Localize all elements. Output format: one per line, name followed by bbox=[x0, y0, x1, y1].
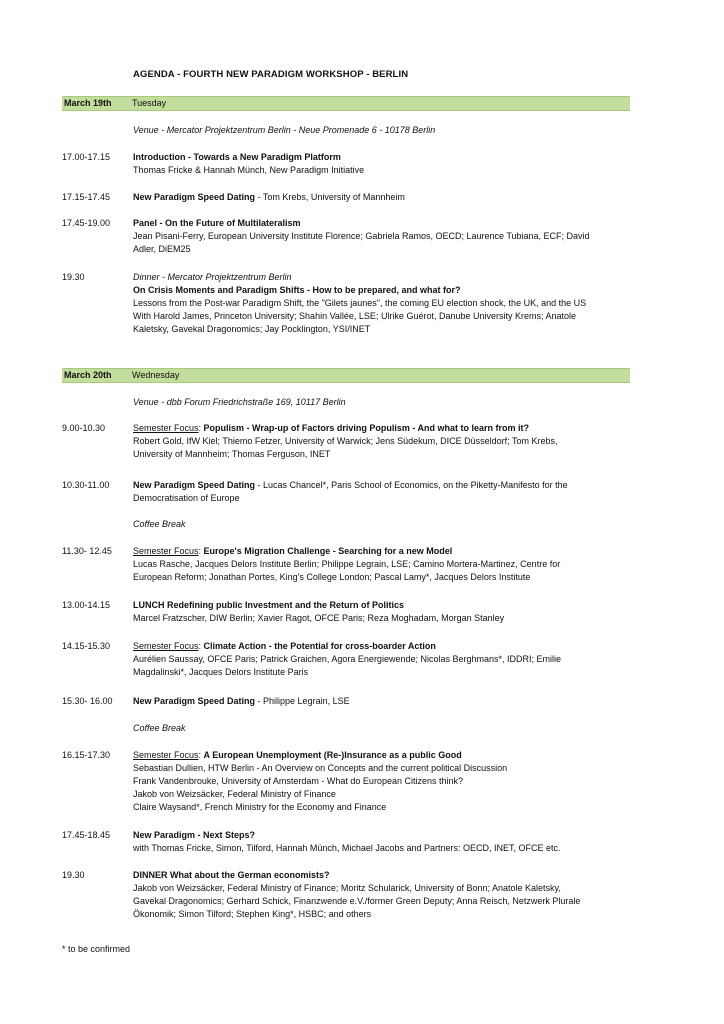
item-speakers-cont: Democratisation of Europe bbox=[133, 493, 240, 503]
item-title: Europe's Migration Challenge - Searching for a new Model bbox=[203, 546, 453, 556]
item-speakers: Lucas Rasche, Jacques Delors Institute Berlin; Philippe Legrain, LSE; Camino Mortera-Martinez, Centre for bbox=[133, 559, 561, 569]
day-date: March 20th bbox=[64, 370, 112, 380]
item-title: On Crisis Moments and Paradigm Shifts - How to be prepared, and what for? bbox=[133, 285, 461, 295]
item-speakers-cont: University of Mannheim; Thomas Ferguson, INET bbox=[133, 449, 331, 459]
item-speakers-cont: European Reform; Jonathan Portes, King's College London; Pascal Lamy*, Jacques Delors Institute bbox=[133, 572, 531, 582]
day-date: March 19th bbox=[64, 98, 112, 108]
item-speakers: With Harold James, Princeton University; Shahin Vallée, LSE; Ulrike Guérot, Danube University Krems; Anatole bbox=[133, 311, 577, 321]
item-time: 19.30 bbox=[62, 870, 85, 880]
item-speaker: Frank Vandenbrouke, University of Amsterdam - What do European Citizens think? bbox=[133, 776, 463, 786]
item-speakers: Jakob von Weizsäcker, Federal Ministry of Finance; Moritz Schularick, University of Bonn; Anatole Kaletsky, bbox=[133, 883, 561, 893]
day-header-march-20 bbox=[62, 368, 630, 383]
item-time: 19.30 bbox=[62, 272, 85, 282]
item-speaker: Claire Waysand*, French Ministry for the Economy and Finance bbox=[133, 802, 387, 812]
venue-day1: Venue - Mercator Projektzentrum Berlin - Neue Promenade 6 - 10178 Berlin bbox=[133, 125, 436, 135]
venue-day2: Venue - dbb Forum Friedrichstraße 169, 10117 Berlin bbox=[133, 397, 346, 407]
item-title: New Paradigm Speed Dating bbox=[133, 192, 256, 202]
item-focus-label: Semester Focus bbox=[133, 423, 199, 433]
item-speakers-cont: Kaletsky, Gavekal Dragonomics; Jay Pocklington, YSI/INET bbox=[133, 324, 371, 334]
item-focus-label: Semester Focus bbox=[133, 750, 199, 760]
day-weekday: Tuesday bbox=[132, 98, 167, 108]
item-title: A European Unemployment (Re-)Insurance as a public Good bbox=[203, 750, 462, 760]
item-speakers-cont: Magdalinski*, Jacques Delors Institute Paris bbox=[133, 667, 309, 677]
item-speakers: Marcel Fratzscher, DIW Berlin; Xavier Ragot, OFCE Paris; Reza Moghadam, Morgan Stanley bbox=[133, 613, 505, 623]
item-speaker: Jakob von Weizsäcker, Federal Ministry of Finance bbox=[133, 789, 336, 799]
coffee-break: Coffee Break bbox=[133, 723, 186, 733]
day-header-march-19 bbox=[62, 96, 630, 111]
item-time: 17.45-19.00 bbox=[62, 218, 111, 228]
item-speakers: - Lucas Chancel*, Paris School of Economics, on the Piketty-Manifesto for the bbox=[255, 480, 568, 490]
item-time: 16.15-17.30 bbox=[62, 750, 111, 760]
item-title: New Paradigm Speed Dating bbox=[133, 480, 256, 490]
item-time: 15.30- 16.00 bbox=[62, 696, 113, 706]
item-speakers: Thomas Fricke & Hannah Münch, New Paradigm Initiative bbox=[133, 165, 365, 175]
item-title: Populism - Wrap-up of Factors driving Populism - And what to learn from it? bbox=[203, 423, 530, 433]
item-speakers-cont: Adler, DiEM25 bbox=[133, 244, 191, 254]
item-location: Dinner - Mercator Projektzentrum Berlin bbox=[133, 272, 292, 282]
item-speakers: with Thomas Fricke, Simon, Tilford, Hannah Münch, Michael Jacobs and Partners: OECD, INET, OFCE etc. bbox=[133, 843, 561, 853]
item-speaker: Sebastian Dullien, HTW Berlin - An Overview on Concepts and the current political Discussion bbox=[133, 763, 508, 773]
item-title: New Paradigm - Next Steps? bbox=[133, 830, 256, 840]
item-speakers-cont: Ökonomik; Simon Tilford; Stephen King*, HSBC; and others bbox=[133, 909, 372, 919]
item-title: Introduction - Towards a New Paradigm Platform bbox=[133, 152, 341, 162]
item-speakers: - Philippe Legrain, LSE bbox=[255, 696, 350, 706]
item-focus-label: Semester Focus bbox=[133, 641, 199, 651]
item-speakers: Robert Gold, IfW Kiel; Thiemo Fetzer, University of Warwick; Jens Südekum, DICE Düsseldorf; Tom Krebs, bbox=[133, 436, 558, 446]
item-title: Climate Action - the Potential for cross-boarder Action bbox=[203, 641, 436, 651]
coffee-break: Coffee Break bbox=[133, 519, 186, 529]
item-title: Panel - On the Future of Multilateralism bbox=[133, 218, 301, 228]
item-speakers: Aurélien Saussay, OFCE Paris; Patrick Graichen, Agora Energiewende; Nicolas Berghmans*, IDDRI; Emilie bbox=[133, 654, 562, 664]
item-description: Lessons from the Post-war Paradigm Shift, the "Gilets jaunes", the coming EU election shock, the UK, and the US bbox=[133, 298, 587, 308]
item-time: 11.30- 12.45 bbox=[62, 546, 112, 556]
item-time: 17.45-18.45 bbox=[62, 830, 111, 840]
day-weekday: Wednesday bbox=[132, 370, 180, 380]
item-time: 10.30-11.00 bbox=[62, 480, 110, 490]
item-speakers-cont: Gavekal Dragonomics; Gerhard Schick, Finanzwende e.V./former Green Deputy; Anna Reisch, Netzwerk Plurale bbox=[133, 896, 581, 906]
item-time: 13.00-14.15 bbox=[62, 600, 111, 610]
agenda-title: AGENDA - FOURTH NEW PARADIGM WORKSHOP - BERLIN bbox=[133, 69, 409, 80]
item-title: New Paradigm Speed Dating bbox=[133, 696, 256, 706]
item-speakers: - Tom Krebs, University of Mannheim bbox=[255, 192, 405, 202]
item-time: 9.00-10.30 bbox=[62, 423, 106, 433]
item-speakers: Jean Pisani-Ferry, European University Institute Florence; Gabriela Ramos, OECD; Laurence Tubiana, ECF; David bbox=[133, 231, 590, 241]
item-focus-label: Semester Focus bbox=[133, 546, 199, 556]
item-title: LUNCH Redefining public Investment and the Return of Politics bbox=[133, 600, 405, 610]
item-title: DINNER What about the German economists? bbox=[133, 870, 330, 880]
item-time: 14.15-15.30 bbox=[62, 641, 111, 651]
item-time: 17.00-17.15 bbox=[62, 152, 111, 162]
item-time: 17.15-17.45 bbox=[62, 192, 111, 202]
footnote: * to be confirmed bbox=[62, 944, 131, 954]
